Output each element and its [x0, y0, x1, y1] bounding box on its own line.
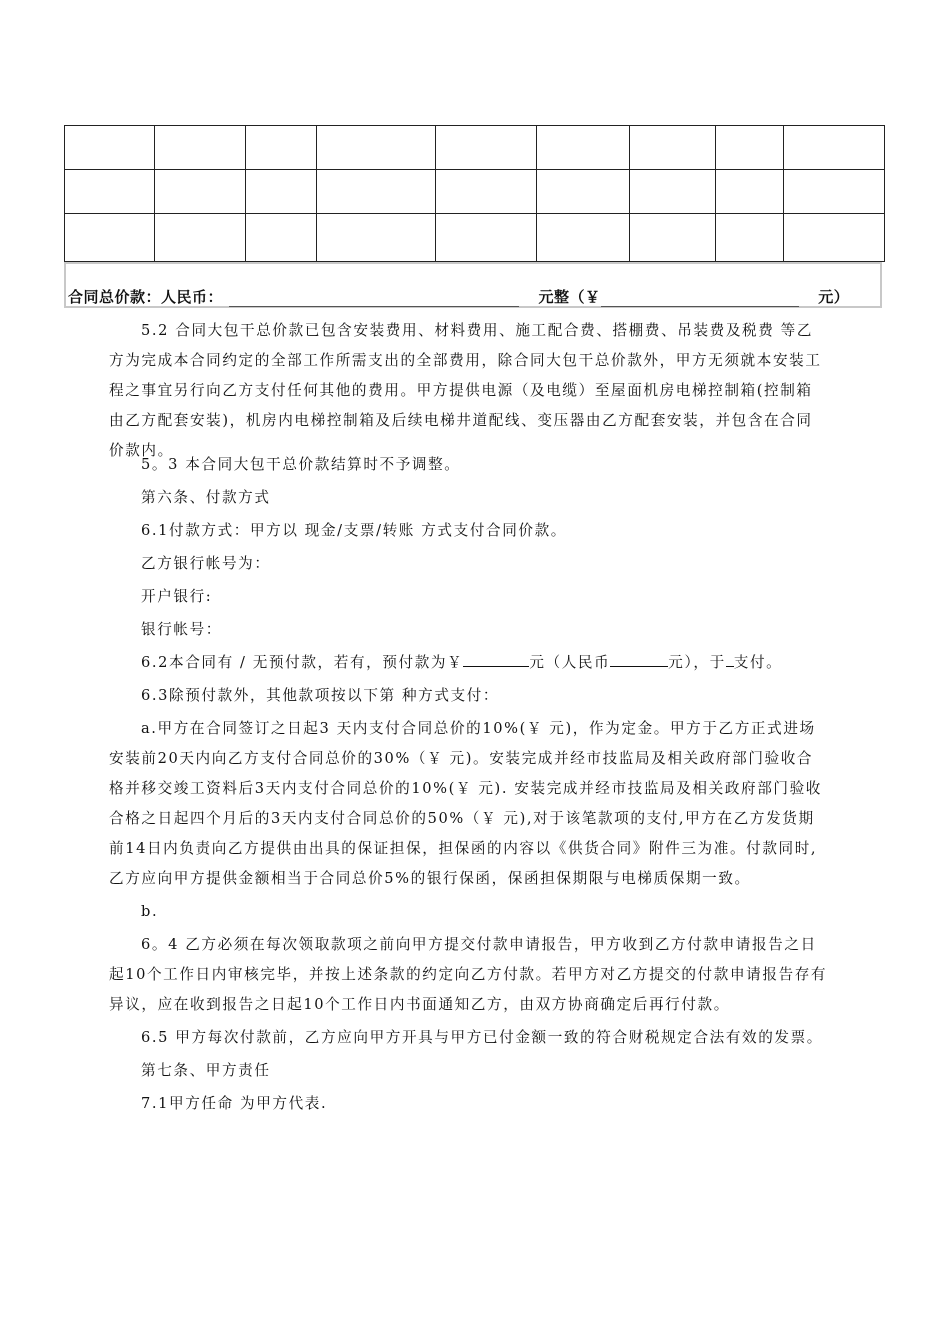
table-cell [436, 126, 537, 170]
table-cell [784, 126, 885, 170]
table-cell [716, 126, 784, 170]
table-cell [65, 170, 155, 214]
table-cell [630, 170, 716, 214]
clause-6-3-a: a.甲方在合同签订之日起3 天内支付合同总价的10%(￥ 元)，作为定金。甲方于乙方正式进场安装前20天内向乙方支付合同总价的30%（￥ 元)。安装完成并经市技监局及相关政府部门验收合格并移交竣工资料后3天内支付合同总价的10%(￥ 元). 安装完成并经市技监局及相关政府部门验收合格之日起四个月后的3天内支付合同总价的50%（￥ 元),对于该笔款项的支付,甲方在乙方发货期前14日内负责向乙方提供由出具的保证担保，担保函的内容以《供货合同》附件三为准。付款同时,乙方应向甲方提供金额相当于合同总价5%的银行保函，保函担保期限与电梯质保期一致。 [109, 720, 822, 887]
price-table [64, 125, 885, 262]
table-cell [537, 126, 630, 170]
table-cell [155, 214, 246, 262]
table-cell [537, 170, 630, 214]
table-cell [784, 214, 885, 262]
table-row [65, 126, 885, 170]
prepayment-rmb-field[interactable] [610, 654, 668, 667]
table-cell [65, 214, 155, 262]
paragraph: 5.2 合同大包干总价款已包含安装费用、材料费用、施工配合费、搭棚费、吊装费及税费 等乙方为完成本合同约定的全部工作所需支出的全部费用，除合同大包干总价款外，甲方无须就本安装工程之事宜另行向乙方支付任何其他的费用。甲方提供电源（及电缆）至屋面机房电梯控制箱(控制箱由乙方配套安装)，机房内电梯控制箱及后续电梯井道配线、变压器由乙方配套安装，并包含在合同价款内。 [109, 322, 822, 459]
table-cell [65, 126, 155, 170]
clause-6-5: 6.5 甲方每次付款前，乙方应向甲方开具与甲方已付金额一致的符合财税规定合法有效的发票。 [141, 1029, 824, 1046]
clause-6-2-text: 支付。 [733, 654, 783, 671]
table-cell [317, 170, 436, 214]
clause-7-1: 7.1甲方任命 为甲方代表. [141, 1095, 328, 1112]
contract-total-line [68, 286, 849, 307]
table-row [65, 214, 885, 262]
clause-6-4: 6。4 乙方必须在每次领取款项之前向甲方提交付款申请报告，甲方收到乙方付款申请报告之日起10个工作日内审核完毕，并按上述条款的约定向乙方付款。若甲方对乙方提交的付款申请报告存有异议，应在收到报告之日起10个工作日内书面通知乙方，由双方协商确定后再行付款。 [109, 936, 828, 1013]
table-cell [246, 170, 317, 214]
table-cell [246, 214, 317, 262]
table-cell [155, 126, 246, 170]
clause-6-2-text: 6.2本合同有 / 无预付款，若有，预付款为￥ [141, 654, 464, 671]
table-cell [716, 170, 784, 214]
body-text [109, 450, 829, 1122]
table-cell [246, 126, 317, 170]
table-cell [155, 170, 246, 214]
rmb-amount-field[interactable] [229, 292, 519, 307]
prepayment-date-field[interactable] [726, 654, 734, 667]
clause-6-1: 6.1付款方式：甲方以 现金/支票/转账 方式支付合同价款。 [141, 522, 567, 539]
table-cell [317, 214, 436, 262]
table-row [65, 170, 885, 214]
table-cell [436, 214, 537, 262]
bank-name: 开户银行: [141, 588, 213, 605]
bank-intro: 乙方银行帐号为： [141, 555, 271, 572]
table-cell [537, 214, 630, 262]
clause-6-2-text: 元（人民币 [529, 654, 611, 671]
yen-amount-field[interactable] [601, 292, 799, 307]
total-suffix-2: 元） [818, 288, 850, 306]
clause-6-3-b: b. [141, 903, 159, 920]
clause-6-2 [109, 648, 829, 678]
bank-account: 银行帐号： [141, 621, 222, 638]
clause-5-2 [109, 316, 827, 466]
table-cell [436, 170, 537, 214]
article-7-heading: 第七条、甲方责任 [141, 1062, 271, 1079]
total-suffix-1: 元整（￥ [538, 288, 601, 306]
total-label: 合同总价款：人民币： [68, 288, 224, 306]
contract-total-box [64, 262, 882, 308]
clause-6-2-text: 元），于 [668, 654, 726, 671]
table-cell [630, 214, 716, 262]
prepayment-yen-field[interactable] [463, 654, 529, 667]
table-cell [630, 126, 716, 170]
table-cell [716, 214, 784, 262]
table-cell [317, 126, 436, 170]
article-6-heading: 第六条、付款方式 [141, 489, 271, 506]
clause-5-3: 5。3 本合同大包干总价款结算时不予调整。 [141, 456, 461, 473]
table-cell [784, 170, 885, 214]
clause-6-3: 6.3除预付款外，其他款项按以下第 种方式支付： [141, 687, 500, 704]
